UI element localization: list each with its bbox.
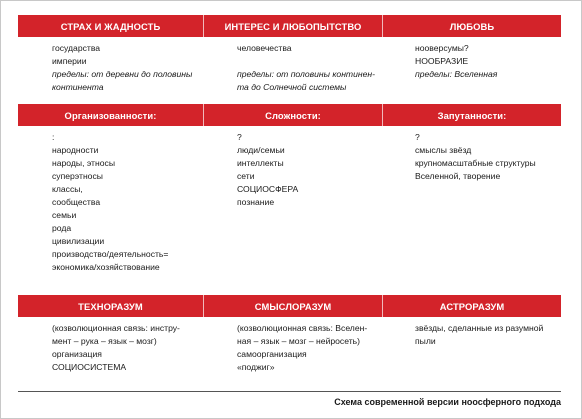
cell-line: ? [237, 132, 242, 142]
header-technomind: ТЕХНОРАЗУМ [18, 295, 203, 317]
body-row [18, 37, 561, 94]
cell-line: Вселенной, творение [415, 171, 501, 181]
cell-col1 [18, 317, 203, 374]
cell-line: НООБРАЗИЕ [415, 56, 469, 66]
cell-line: та до Солнечной системы [237, 82, 347, 92]
cell-line: цивилизации [52, 236, 105, 246]
cell-col2 [203, 37, 381, 94]
header-row [18, 104, 561, 126]
cell-line: «поджиг» [237, 362, 275, 372]
header-astromind: АСТРОРАЗУМ [382, 295, 561, 317]
cell-col2 [203, 317, 381, 374]
header-organizedness: Организованности: [18, 104, 203, 126]
section-minds [18, 295, 561, 374]
cell-col1 [18, 37, 203, 94]
body-row [18, 126, 561, 274]
section-structures [18, 104, 561, 274]
cell-line: пыли [415, 336, 436, 346]
cell-line: семьи [52, 210, 77, 220]
cell-col1 [18, 126, 203, 274]
cell-col3 [381, 126, 559, 274]
header-interest-curiosity: ИНТЕРЕС И ЛЮБОПЫТСТВО [203, 15, 382, 37]
cell-line: континента [52, 82, 104, 92]
cell-line: люди/семьи [237, 145, 285, 155]
cell-line: самоорганизация [237, 349, 307, 359]
cell-line: классы, [52, 184, 83, 194]
cell-line: СОЦИОСИСТЕМА [52, 362, 127, 372]
cell-line: рода [52, 223, 72, 233]
cell-col3 [381, 37, 559, 94]
cell-line: : [52, 132, 55, 142]
cell-line: суперэтносы [52, 171, 103, 181]
cell-line: познание [237, 197, 275, 207]
cell-line: интеллекты [237, 158, 284, 168]
cell-line: человечества [237, 43, 292, 53]
cell-line: крупномасштабные структуры [415, 158, 536, 168]
cell-line: ? [415, 132, 420, 142]
cell-line: империи [52, 56, 87, 66]
figure-caption: Схема современной версии ноосферного подхода [334, 397, 561, 407]
section-drives [18, 15, 561, 94]
cell-line: (козволюционная связь: инстру- [52, 323, 180, 333]
cell-line: народы, этносы [52, 158, 115, 168]
cell-line: СОЦИОСФЕРА [237, 184, 299, 194]
header-complexity: Сложности: [203, 104, 382, 126]
cell-line: организация [52, 349, 102, 359]
header-row [18, 15, 561, 37]
body-row [18, 317, 561, 374]
header-fear-greed: СТРАХ И ЖАДНОСТЬ [18, 15, 203, 37]
cell-line: ная – язык – мозг – нейросеть) [237, 336, 360, 346]
cell-line: пределы: от деревни до половины [52, 69, 193, 79]
cell-line [237, 55, 381, 68]
header-entanglement: Запутанности: [382, 104, 561, 126]
cell-col2 [203, 126, 381, 274]
cell-line: государства [52, 43, 101, 53]
cell-line: пределы: Вселенная [415, 69, 498, 79]
cell-line: экономика/хозяйствование [52, 262, 160, 272]
cell-line: сообщества [52, 197, 101, 207]
cell-line: народности [52, 145, 99, 155]
caption-divider [18, 391, 561, 392]
cell-line: (козволюционная связь: Вселен- [237, 323, 368, 333]
cell-line: звёзды, сделанные из разумной [415, 323, 544, 333]
header-love: ЛЮБОВЬ [382, 15, 561, 37]
header-meaningmind: СМЫСЛОРАЗУМ [203, 295, 382, 317]
cell-line: смыслы звёзд [415, 145, 472, 155]
cell-col3 [381, 317, 559, 374]
cell-line: пределы: от половины континен- [237, 69, 375, 79]
cell-line: мент – рука – язык – мозг) [52, 336, 157, 346]
cell-line: производство/деятельность= [52, 249, 169, 259]
cell-line: нооверсумы? [415, 43, 469, 53]
header-row [18, 295, 561, 317]
cell-line: сети [237, 171, 255, 181]
